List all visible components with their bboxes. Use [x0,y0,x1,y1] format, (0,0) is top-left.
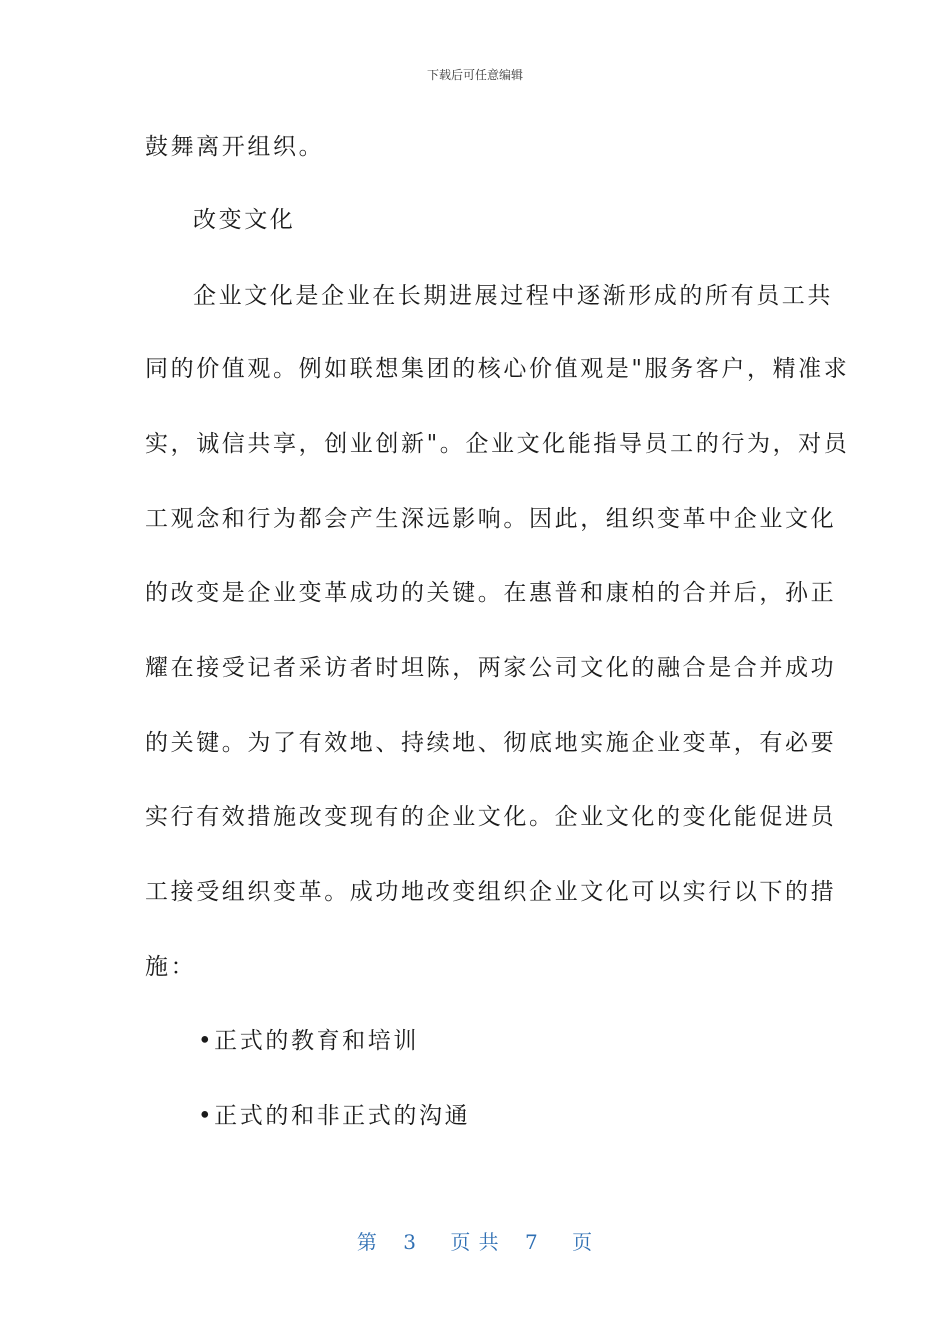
paragraph-line: 实，诚信共享，创业创新"。企业文化能指导员工的行为，对员 [145,431,850,457]
paragraph-line: 工接受组织变革。成功地改变组织企业文化可以实行以下的措 [145,879,837,905]
list-item: •正式的教育和培训 [198,1028,419,1054]
paragraph-line: 企业文化是企业在长期进展过程中逐渐形成的所有员工共 [193,283,833,309]
paragraph-line: 同的价值观。例如联想集团的核心价值观是"服务客户，精准求 [145,356,850,382]
paragraph-line: 的改变是企业变革成功的关键。在惠普和康柏的合并后，孙正 [145,580,837,606]
paragraph-line: 鼓舞离开组织。 [145,134,325,160]
paragraph-line: 耀在接受记者采访者时坦陈，两家公司文化的融合是合并成功 [145,655,837,681]
footer-ye: 页 [572,1230,594,1254]
list-item: •正式的和非正式的沟通 [198,1103,471,1129]
page-header-note: 下载后可任意编辑 [426,68,523,82]
footer-di: 第 [356,1230,378,1254]
footer-page-number: 3 [403,1230,417,1254]
footer-total-pages: 7 [525,1230,539,1254]
paragraph-line: 的关键。为了有效地、持续地、彻底地实施企业变革，有必要 [145,730,837,756]
paragraph-line: 施： [145,954,197,980]
paragraph-line: 工观念和行为都会产生深远影响。因此，组织变革中企业文化 [145,506,837,532]
footer-ye-gong: 页 共 [450,1230,500,1254]
page-footer [0,1226,950,1255]
section-heading: 改变文化 [193,207,296,233]
paragraph-line: 实行有效措施改变现有的企业文化。企业文化的变化能促进员 [145,804,837,830]
